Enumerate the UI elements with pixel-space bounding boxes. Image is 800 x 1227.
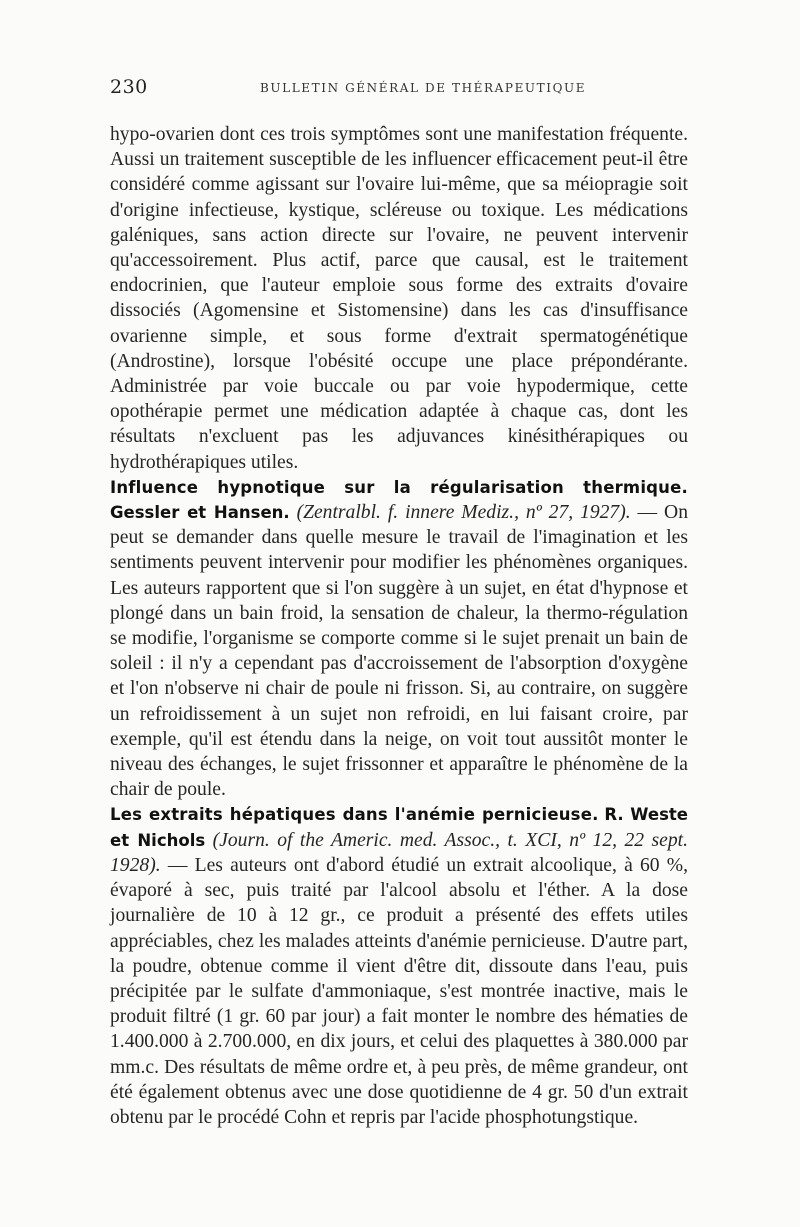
article-1-journal: (Zentralbl. f. innere Mediz., nº 27, 1927). <box>296 502 631 524</box>
article-1-title: Influence hypnotique sur la régularisation thermique. <box>110 477 688 497</box>
article-2-body: — Les auteurs ont d'abord étudié un extrait alcoolique, à 60 %, évaporé à sec, puis traité par l'alcool absolu et l'éther. A la dose journalière de 10 à 12 gr., ce produit a présenté des effets utiles appréciables, chez les malades atteints d'anémie pernicieuse. D'autre part, la poudre, obtenue comme il vient d'être dit, dissoute dans l'eau, puis précipitée par le sulfate d'ammoniaque, s'est montrée inactive, mais le produit filtré (1 gr. 60 par jour) a fait monter le nombre des hématies de 1.400.000 à 2.700.000, en dix jours, et celui des plaquettes à 380.000 par mm.c. Des résultats de même ordre et, à peu près, de même grandeur, ont été également obtenus avec une dose quotidienne de 4 gr. 50 d'un extrait obtenu par le procédé Cohn et repris par l'acide phosphotungstique. <box>110 854 688 1128</box>
body-text <box>110 122 688 1130</box>
article-2 <box>110 802 688 1130</box>
article-2-title: Les extraits hépatiques dans l'anémie pernicieuse. <box>110 805 599 825</box>
page-header <box>110 76 688 102</box>
article-2-authors: R. Weste et Nichols <box>110 805 688 850</box>
page-number: 230 <box>110 76 148 98</box>
article-1-authors: Gessler et Hansen. <box>110 503 290 523</box>
article-2-journal: (Journ. of the Americ. med. Assoc., t. XCI, nº 12, 22 sept. 1928). <box>110 829 688 876</box>
article-1-body: — On peut se demander dans quelle mesure le travail de l'imagination et les sentiments peuvent intervenir pour modifier les phénomènes organiques. Les auteurs rapportent que si l'on suggère à un sujet, en état d'hypnose et plongé dans un bain froid, la sensation de chaleur, la thermo-régulation se modifie, l'organisme se comporte comme si le sujet prenait un bain de soleil : il n'y a cependant pas d'accroissement de l'absorption d'oxygène et l'on n'observe ni chair de poule ni frisson. Si, au contraire, on suggère un refroidissement à un sujet non refroidi, en lui faisant croire, par exemple, qu'il est étendu dans la neige, on voit tout aussitôt monter le niveau des échanges, le sujet frissonner et apparaître le phénomène de la chair de poule. <box>110 502 688 801</box>
intro-paragraph: hypo-ovarien dont ces trois symptômes sont une manifestation fréquente. Aussi un traitement susceptible de les influencer efficacement peut-il être considéré comme agissant sur l'ovaire lui-même, que sa méiopragie soit d'origine infectieuse, kystique, scléreuse ou toxique. Les médications galéniques, sans action directe sur l'ovaire, ne peuvent intervenir qu'accessoirement. Plus actif, parce que causal, est le traitement endocrinien, que l'auteur emploie sous forme des extraits d'ovaire dissociés (Agomensine et Sistomensine) dans les cas d'insuffisance ovarienne simple, et sous forme d'extrait spermatogénétique (Androstine), lorsque l'obésité occupe une place prépondérante. Administrée par voie buccale ou par voie hypodermique, cette opothérapie permet une médication adaptée à chaque cas, dont les résultats n'excluent pas les adjuvances kinésithérapiques ou hydrothérapiques utiles. <box>110 124 688 473</box>
article-1 <box>110 475 688 803</box>
running-title: BULLETIN GÉNÉRAL DE THÉRAPEUTIQUE <box>260 81 587 95</box>
